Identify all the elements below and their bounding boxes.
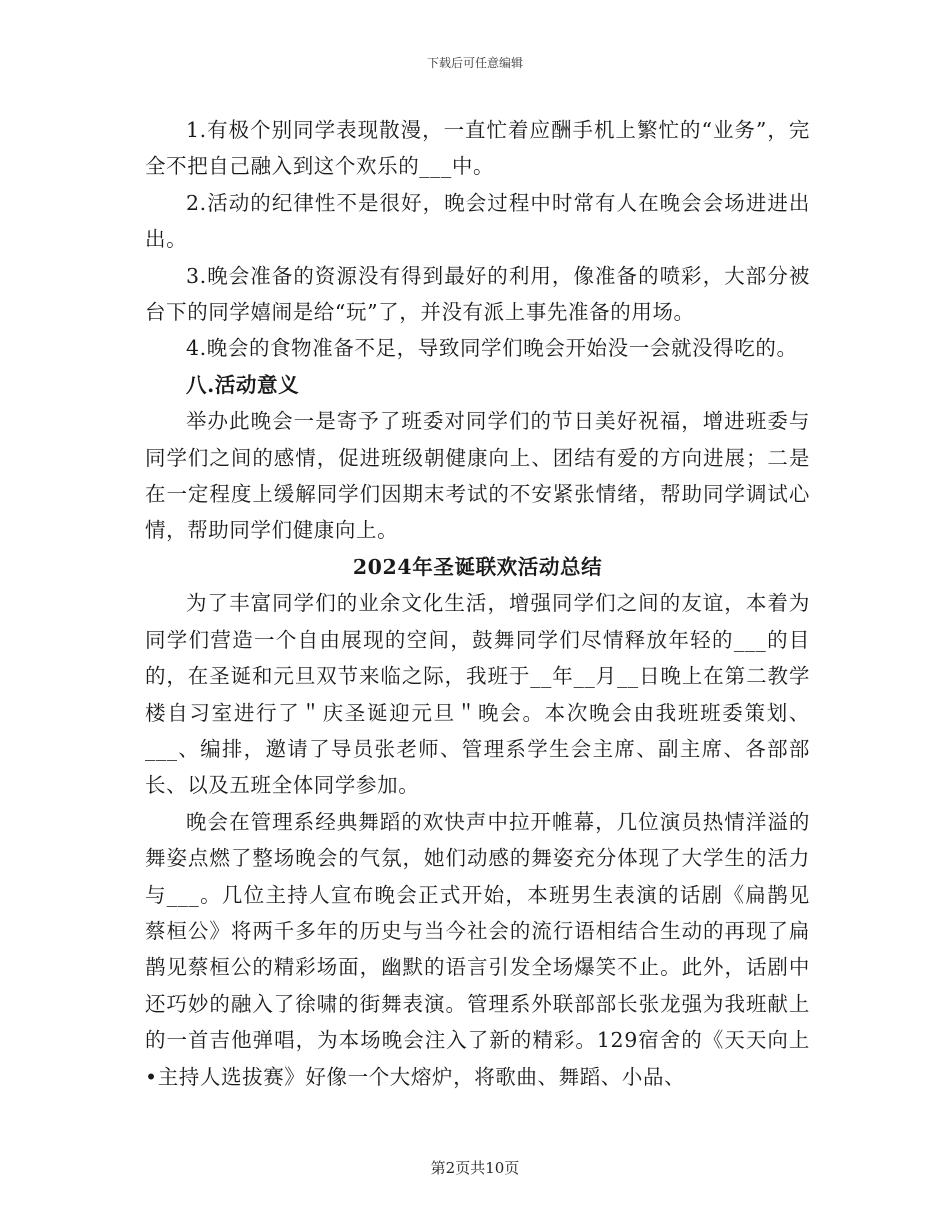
section-heading-8: 八.活动意义 [186, 372, 300, 397]
paragraph-issue-2: 2.活动的纪律性不是很好，晚会过程中时常有人在晚会会场进进出出。 [145, 190, 810, 252]
document-body [145, 112, 810, 1095]
document-title: 2024年圣诞联欢活动总结 [352, 554, 603, 579]
paragraph-issue-4: 4.晚会的食物准备不足，导致同学们晚会开始没一会就没得吃的。 [186, 336, 798, 361]
paragraph-intro: 为了丰富同学们的业余文化生活，增强同学们之间的友谊，本着为同学们营造一个自由展现的空间，鼓舞同学们尽情释放年轻的___的目的，在圣诞和元旦双节来临之际，我班于__年__月__日晚上在第二教学楼自习室进行了＂庆圣诞迎元旦＂晚会。本次晚会由我班班委策划、___、编排，邀请了导员张老师、管理系学生会主席、副主席、各部部长、以及五班全体同学参加。 [145, 591, 810, 798]
paragraph-significance: 举办此晚会一是寄予了班委对同学们的节日美好祝福，增进班委与同学们之间的感情，促进班级朝健康向上、团结有爱的方向进展；二是在一定程度上缓解同学们因期末考试的不安紧张情绪，帮助同学调试心情，帮助同学们健康向上。 [145, 409, 810, 543]
paragraph-issue-3: 3.晚会准备的资源没有得到最好的利用，像准备的喷彩，大部分被台下的同学嬉闹是给“玩”了，并没有派上事先准备的用场。 [145, 263, 810, 325]
page-header: 下载后可任意编辑 [426, 56, 523, 70]
page-footer: 第2页共10页 [430, 1159, 520, 1177]
paragraph-issue-1: 1.有极个别同学表现散漫，一直忙着应酬手机上繁忙的“业务”，完全不把自己融入到这个欢乐的___中。 [145, 118, 810, 179]
paragraph-program: 晚会在管理系经典舞蹈的欢快声中拉开帷幕，几位演员热情洋溢的舞姿点燃了整场晚会的气氛，她们动感的舞姿充分体现了大学生的活力与___。几位主持人宣布晚会正式开始，本班男生表演的话剧《扁鹊见蔡桓公》将两千多年的历史与当今社会的流行语相结合生动的再现了扁鹊见蔡桓公的精彩场面，幽默的语言引发全场爆笑不止。此外，话剧中还巧妙的融入了徐啸的街舞表演。管理系外联部部长张龙强为我班献上的一首吉他弹唱，为本场晚会注入了新的精彩。129宿舍的《天天向上•主持人选拔赛》好像一个大熔炉，将歌曲、舞蹈、小品、 [145, 809, 810, 1089]
